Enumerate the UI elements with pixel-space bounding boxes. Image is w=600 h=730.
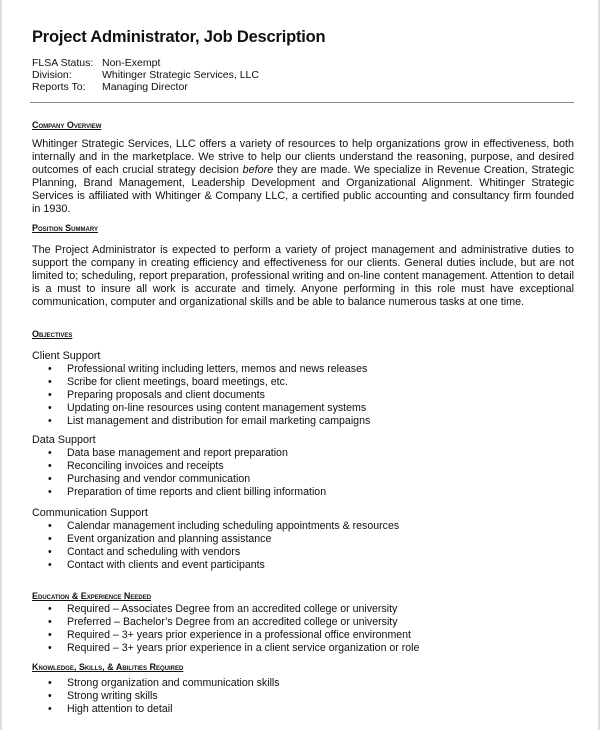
text: Whitinger Strategic Services, LLC offers a variety of resources to help organizations grow in effectiveness, both internally and in the marketplace. We strive to help our clients understand the reasoning, purpose, and desired outcomes of each crucial strategy decision [32, 138, 574, 176]
list-item: • Preparation of time reports and client billing information [32, 486, 574, 499]
list-item: • List management and distribution for email marketing campaigns [32, 415, 574, 428]
text-emphasis: before [242, 164, 274, 176]
list-item: • Scribe for client meetings, board meetings, etc. [32, 376, 574, 389]
bullet-list [32, 677, 574, 716]
section-heading: Company Overview [32, 120, 102, 130]
list-item: • Calendar management including scheduling appointments & resources [32, 520, 574, 533]
text: they are made. We specialize in Revenue Creation, Strategic Planning, Brand Management, Leadership Development and Organizational Alignment. Whitinger Strategic Services is affiliated with Whitinger & Company LLC, a certified public accounting and consultancy firm founded in 1930. [32, 164, 574, 215]
position-summary [32, 222, 574, 309]
company-overview [32, 119, 574, 216]
section-heading: Objectives [32, 329, 73, 339]
position-summary-text: The Project Administrator is expected to perform a variety of project management and administrative duties to support the company in creating efficiency and effectiveness for our clients. General duties include, but are not limited to; scheduling, report preparation, professional writing and on-line content management. Attention to detail is a must to insure all work is accurate and timely. Anyone performing in this role must have exceptional communication, computer and organizational skills and be able to balance numerous tasks at one time. [32, 244, 574, 308]
section-heading: Position Summary [32, 223, 98, 233]
info-label: FLSA Status: [32, 57, 94, 69]
section-heading: Knowledge, Skills, & Abilities Required [32, 662, 184, 672]
education [32, 590, 574, 655]
page-title: Project Administrator, Job Description [32, 28, 326, 46]
info-value: Whitinger Strategic Services, LLC [102, 69, 259, 81]
list-item: • Contact and scheduling with vendors [32, 546, 574, 559]
page-edge-left [0, 0, 2, 730]
list-item: • Updating on-line resources using content management systems [32, 402, 574, 415]
list-item: • Professional writing including letters, memos and news releases [32, 363, 574, 376]
knowledge [32, 661, 574, 716]
group-title: Communication Support [32, 507, 148, 519]
list-item: • Data base management and report preparation [32, 447, 574, 460]
list-item: • Reconciling invoices and receipts [32, 460, 574, 473]
bullet-list [32, 363, 574, 428]
group-title: Client Support [32, 350, 101, 362]
company-overview-text [32, 138, 574, 216]
list-item: • Event organization and planning assistance [32, 533, 574, 546]
list-item: • Purchasing and vendor communication [32, 473, 574, 486]
group-title: Data Support [32, 434, 96, 446]
list-item: • Preferred – Bachelor’s Degree from an accredited college or university [32, 616, 574, 629]
objectives [32, 328, 574, 572]
list-item: • Strong organization and communication skills [32, 677, 574, 690]
info-value: Managing Director [102, 81, 188, 93]
bullet-list [32, 603, 574, 655]
info-value: Non-Exempt [102, 57, 161, 69]
bullet-list [32, 447, 574, 499]
list-item: • Contact with clients and event participants [32, 559, 574, 572]
list-item: • High attention to detail [32, 703, 574, 716]
info-label: Division: [32, 69, 72, 81]
list-item: • Required – 3+ years prior experience in a client service organization or role [32, 642, 574, 655]
info-label: Reports To: [32, 81, 86, 93]
list-item: • Strong writing skills [32, 690, 574, 703]
list-item: • Required – 3+ years prior experience in a professional office environment [32, 629, 574, 642]
list-item: • Preparing proposals and client documents [32, 389, 574, 402]
divider [30, 102, 574, 103]
list-item: • Required – Associates Degree from an accredited college or university [32, 603, 574, 616]
bullet-list [32, 520, 574, 572]
info-table [32, 57, 574, 93]
section-heading: Education & Experience Needed [32, 591, 152, 601]
header [32, 28, 574, 93]
